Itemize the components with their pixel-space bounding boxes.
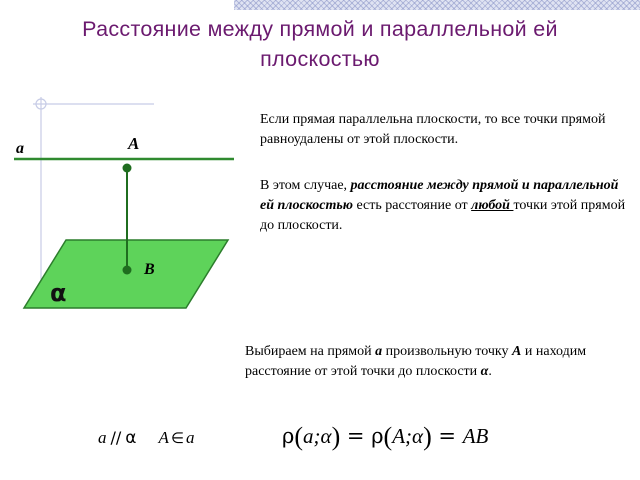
paren-close-1: )	[331, 422, 341, 451]
paragraph-3-t3: и находим расстояние от этой точки до плоскости	[245, 344, 587, 379]
paragraph-2-prefix: В этом случае,	[260, 178, 351, 193]
paragraph-2-term: расстояние между прямой и параллельной ей плоскостью	[260, 178, 619, 213]
args-1: a;α	[303, 424, 332, 448]
plane-alpha-label: α	[50, 279, 67, 307]
line-a-label: a	[16, 140, 24, 157]
paragraph-1: Если прямая параллельна плоскости, то все точки прямой равноудалены от этой плоскости.	[260, 112, 606, 147]
paragraph-2-underlined: любой	[471, 198, 514, 213]
paragraph-3-t2: произвольную точку	[382, 344, 513, 359]
point-b-label: B	[144, 261, 155, 278]
paren-open-2: (	[383, 422, 393, 451]
paragraph-2	[260, 176, 630, 236]
paragraph-3-alpha: α	[480, 364, 489, 379]
formula-parallel-membership	[98, 428, 194, 448]
equals-2: =	[431, 424, 463, 448]
formula-left-A: A	[158, 428, 169, 447]
slide-title-line2: плоскостью	[260, 47, 380, 71]
paragraph-2-suffix: точки этой прямой до плоскости.	[260, 198, 626, 233]
paren-open-1: (	[294, 422, 304, 451]
element-of-symbol: ∈	[170, 429, 184, 447]
point-b	[123, 266, 132, 275]
formula-left-a: a	[98, 428, 107, 447]
paragraph-3-t1: Выбираем на прямой	[245, 344, 376, 359]
formula-left-a2: a	[185, 428, 195, 447]
equals-1: =	[340, 424, 372, 448]
parallel-symbol: //	[110, 428, 122, 447]
paragraph-3-A: A	[512, 344, 522, 359]
paragraph-3-t4: .	[488, 364, 492, 379]
slide-title-line1: Расстояние между прямой и параллельной ей	[82, 17, 558, 41]
args-2: A;α	[392, 424, 424, 448]
paragraph-3-a: a	[375, 344, 383, 359]
rho-1: ρ	[282, 424, 295, 448]
point-a	[123, 164, 132, 173]
paragraph-2-mid: есть расстояние от	[352, 198, 472, 213]
point-a-label: A	[128, 134, 140, 153]
paragraph-3	[245, 342, 630, 382]
formula-distance	[282, 422, 488, 452]
paren-close-2: )	[423, 422, 432, 451]
formula-rhs: AB	[462, 424, 489, 448]
rho-2: ρ	[371, 424, 384, 448]
formula-left-alpha: α	[125, 428, 137, 448]
